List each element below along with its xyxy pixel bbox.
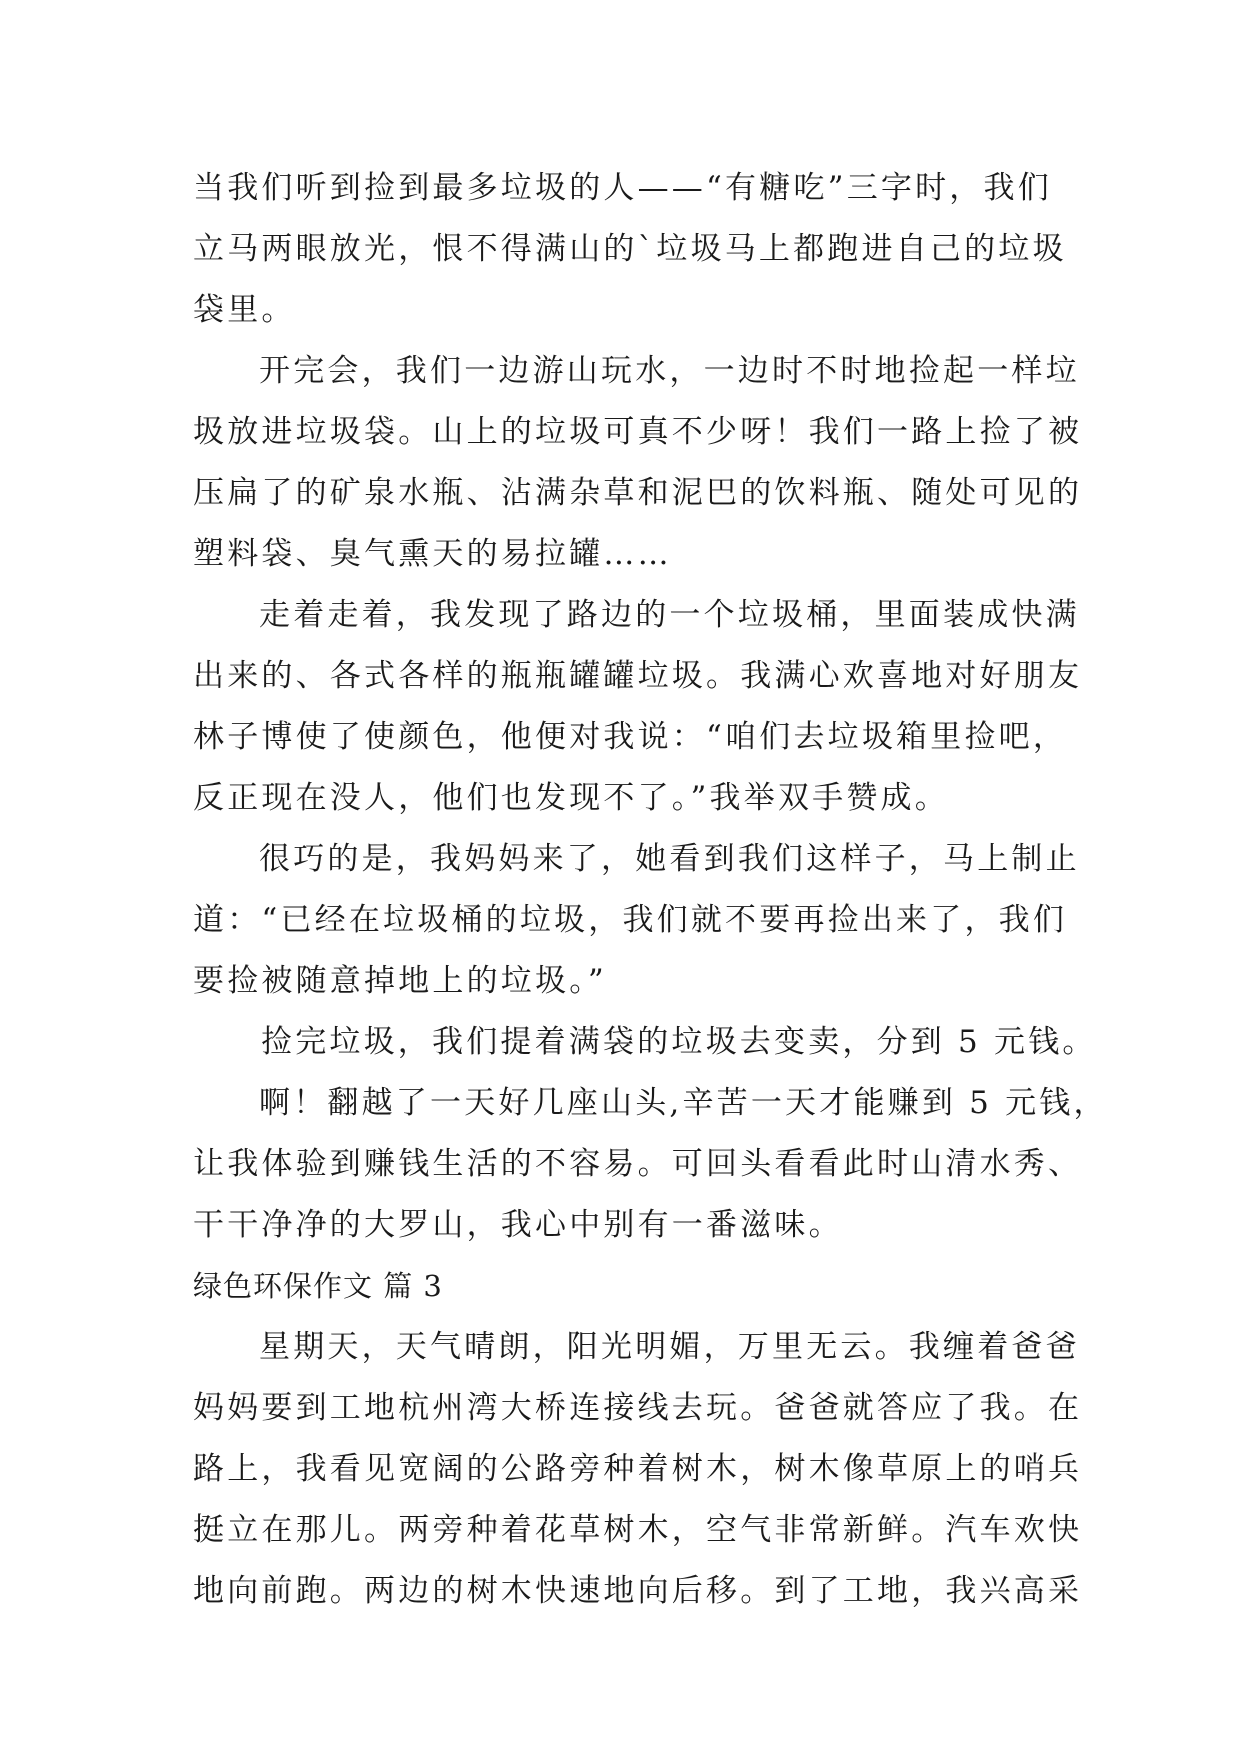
text-line: 道：“已经在垃圾桶的垃圾，我们就不要再捡出来了，我们 <box>193 902 1068 938</box>
text-line: 塑料袋、臭气熏天的易拉罐…… <box>193 536 672 572</box>
text-line: 路上，我看见宽阔的公路旁种着树木，树木像草原上的哨兵 <box>193 1451 1083 1487</box>
text-line: 当我们听到捡到最多垃圾的人——“有糖吃”三字时，我们 <box>193 170 1052 206</box>
paragraph-first-line: 很巧的是，我妈妈来了，她看到我们这样子，马上制止 <box>259 841 1080 877</box>
text-line: 压扁了的矿泉水瓶、沾满杂草和泥巴的饮料瓶、随处可见的 <box>193 475 1083 511</box>
essay-body <box>193 158 1108 1622</box>
text-line: 地向前跑。两边的树木快速地向后移。到了工地，我兴高采 <box>193 1573 1083 1609</box>
text-line: 立马两眼放光，恨不得满山的`垃圾马上都跑进自己的垃圾 <box>193 231 1067 267</box>
text-line: 妈妈要到工地杭州湾大桥连接线去玩。爸爸就答应了我。在 <box>193 1390 1083 1426</box>
text-line: 干干净净的大罗山，我心中别有一番滋味。 <box>193 1207 843 1243</box>
text-line: 出来的、各式各样的瓶瓶罐罐垃圾。我满心欢喜地对好朋友 <box>193 658 1083 694</box>
text-line: 反正现在没人，他们也发现不了。”我举双手赞成。 <box>193 780 949 816</box>
text-line: 要捡被随意掉地上的垃圾。” <box>193 963 607 999</box>
paragraph-first-line: 捡完垃圾，我们提着满袋的垃圾去变卖，分到 5 元钱。 <box>261 1024 1097 1060</box>
text-line: 袋里。 <box>193 292 296 328</box>
text-line: 挺立在那儿。两旁种着花草树木，空气非常新鲜。汽车欢快 <box>193 1512 1083 1548</box>
paragraph-first-line: 走着走着，我发现了路边的一个垃圾桶，里面装成快满 <box>259 597 1080 633</box>
text-line: 林子博使了使颜色，他便对我说：“咱们去垃圾箱里捡吧， <box>193 719 1068 755</box>
text-line: 让我体验到赚钱生活的不容易。可回头看看此时山清水秀、 <box>193 1146 1083 1182</box>
text-line: 圾放进垃圾袋。山上的垃圾可真不少呀！我们一路上捡了被 <box>193 414 1083 450</box>
paragraph-first-line: 啊！翻越了一天好几座山头,辛苦一天才能赚到 5 元钱， <box>259 1085 1108 1121</box>
paragraph-first-line: 开完会，我们一边游山玩水，一边时不时地捡起一样垃 <box>259 353 1080 389</box>
paragraph-first-line: 星期天，天气晴朗，阳光明媚，万里无云。我缠着爸爸 <box>259 1329 1080 1365</box>
section-heading: 绿色环保作文 篇 3 <box>193 1269 443 1303</box>
